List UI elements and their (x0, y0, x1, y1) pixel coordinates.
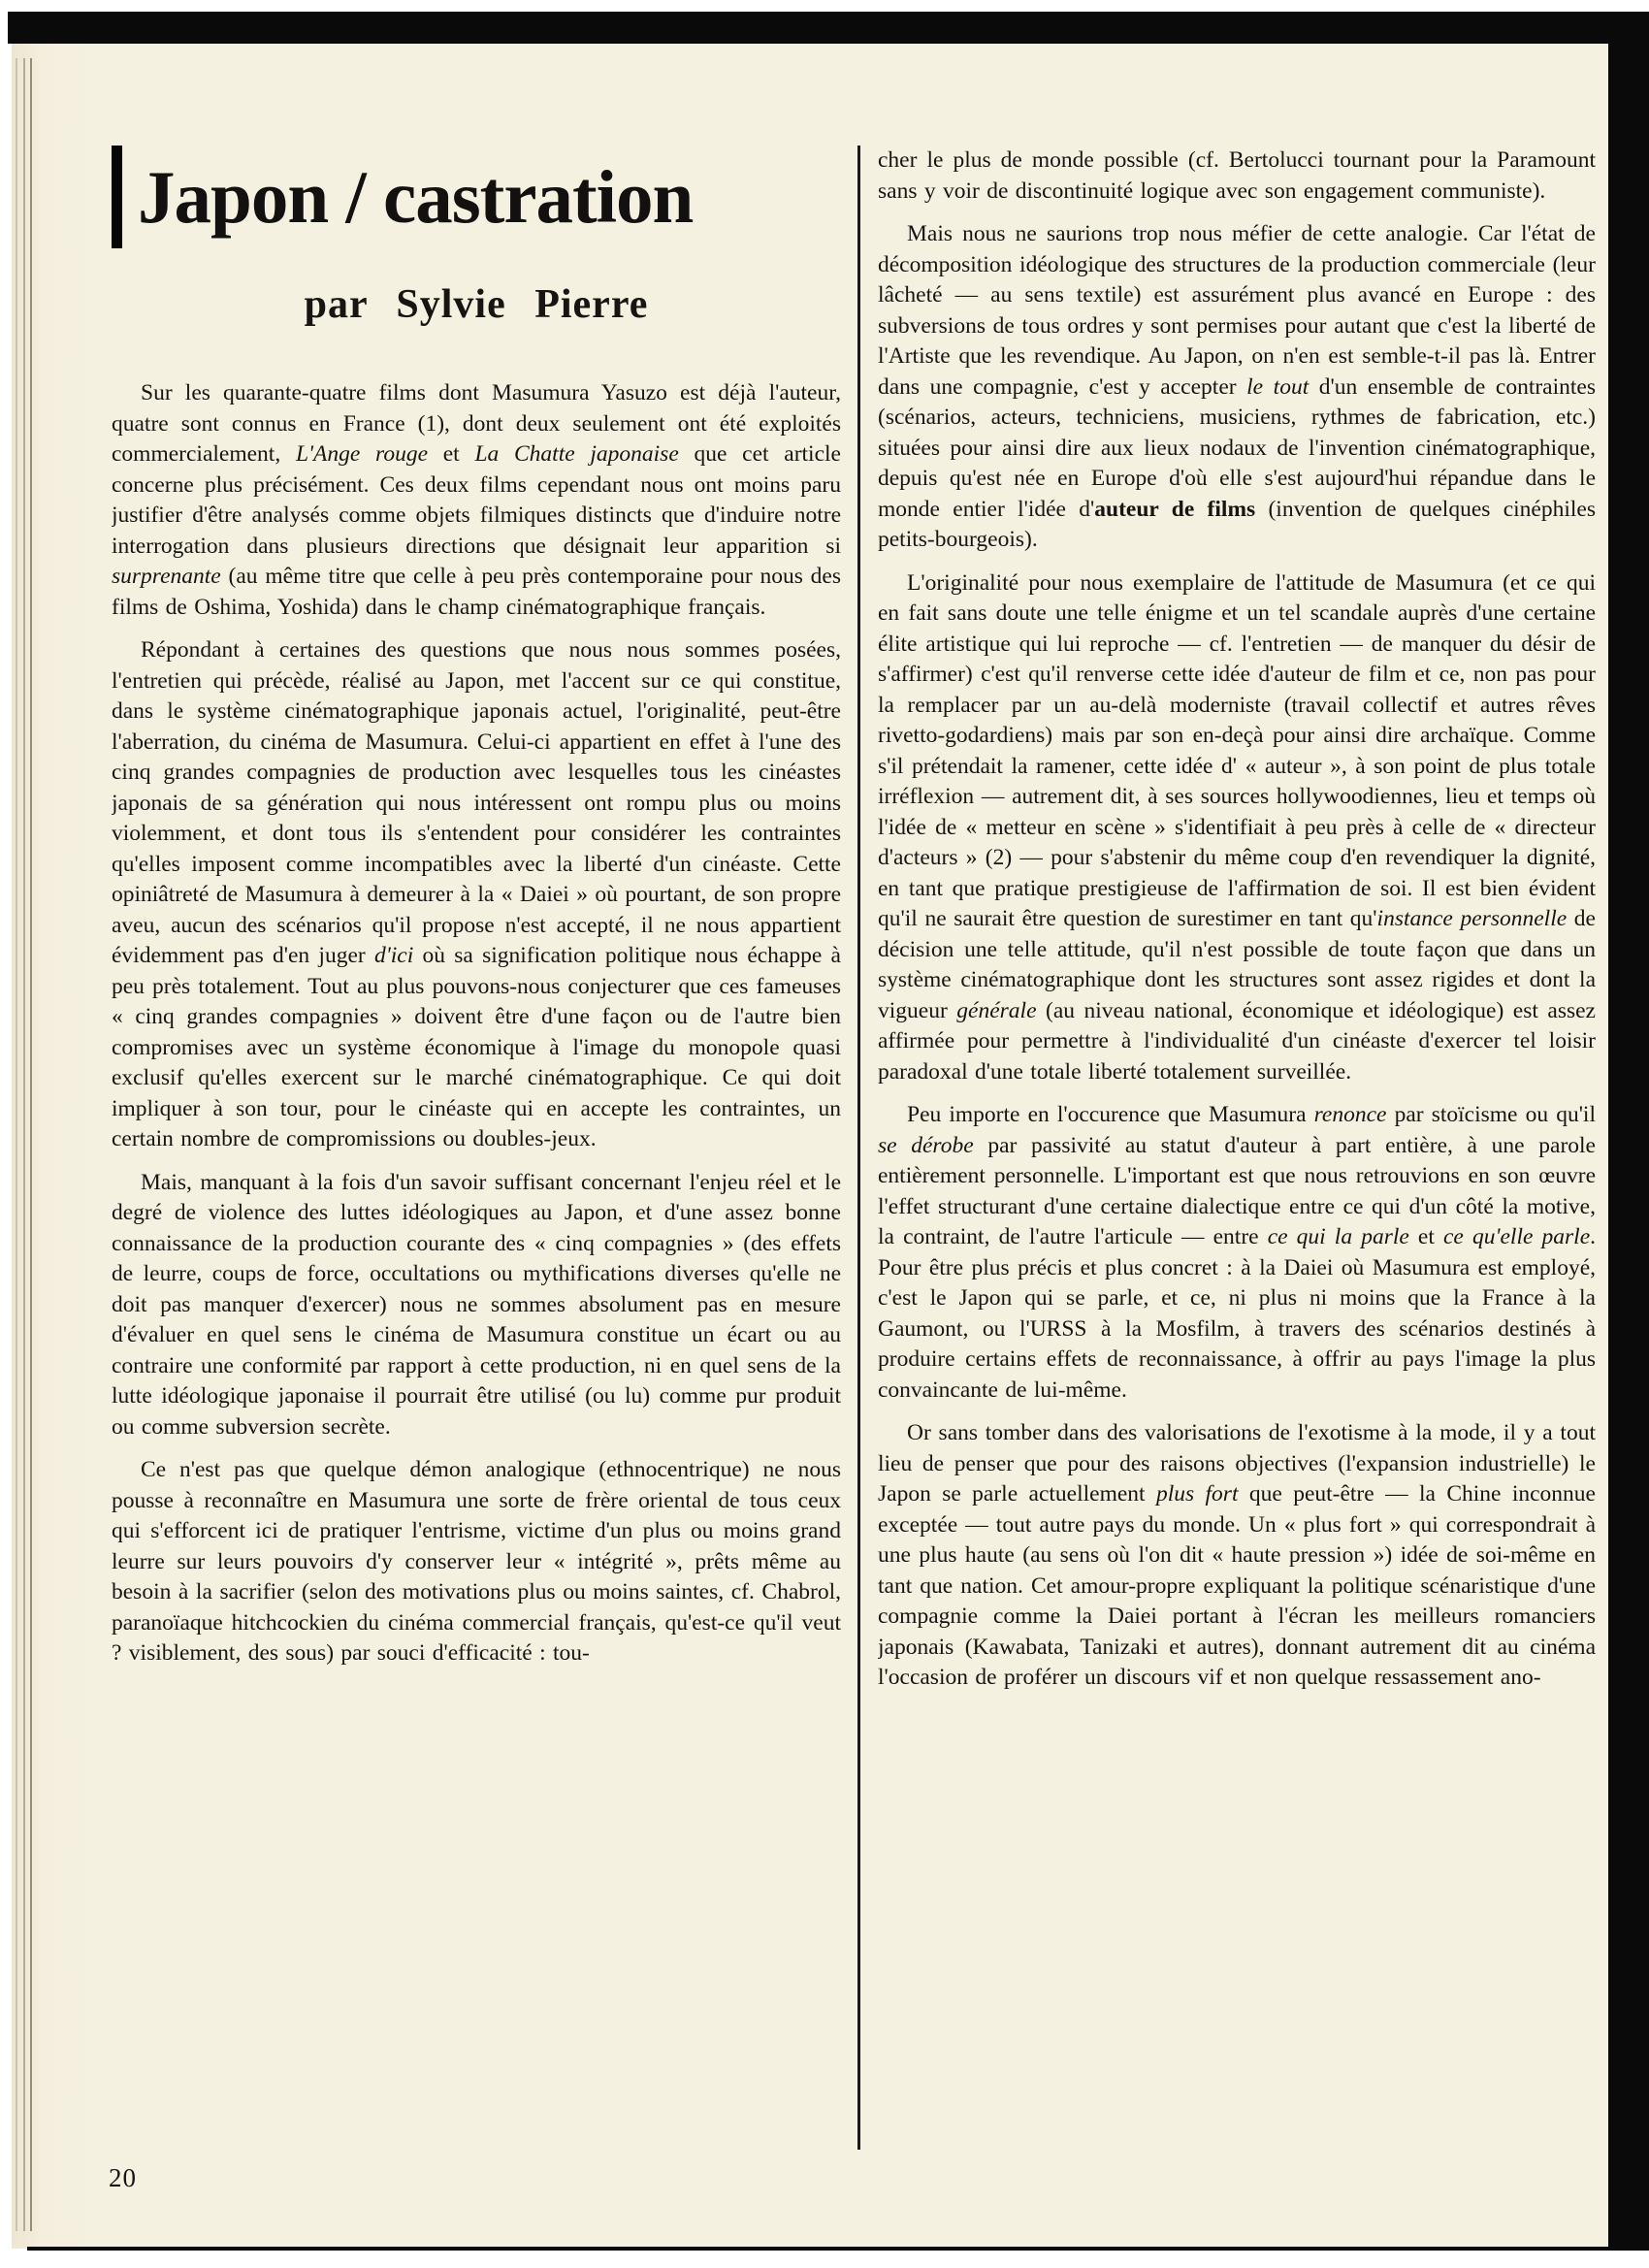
title-rule (112, 146, 122, 248)
paragraph: Peu importe en l'occurence que Masumura renonce par stoïcisme ou qu'il se dérobe par passivité au statut d'auteur à part entière, à une parole entièrement personnelle. L'important est que nous retrouvions en son œuvre l'effet structurant d'une certaine dialectique entre ce qui d'un côté la motive, la contraint, de l'autre l'articule — entre ce qui la parle et ce qu'elle parle. Pour être plus précis et plus concret : à la Daiei où Masumura est employé, c'est le Japon qui se parle, et ce, ni plus ni moins que la France à la Gaumont, ou l'URSS à la Mosfilm, à travers des scénarios destinés à produire certains effets de reconnaissance, à offrir au pays l'image la plus convaincante de lui-même. (878, 1102, 1596, 1403)
scan-frame-bottom (27, 2247, 1649, 2251)
article-content (112, 146, 1596, 2150)
article-byline: par Sylvie Pierre (304, 282, 649, 328)
page-edge-line (23, 58, 25, 2231)
paragraph: L'originalité pour nous exemplaire de l'attitude de Masumura (et ce qui en fait sans doute une telle énigme et un tel scandale auprès d'une certaine élite artistique qui lui reproche — cf. l'entretien — de manquer du désir de s'affirmer) c'est qu'il renverse cette idée d'auteur de film et ce, non pas pour la remplacer par un au-delà moderniste (travail collectif et autres rêves rivetto-godardiens) mais par son en-deçà pour ainsi dire archaïque. Comme s'il prétendait la ramener, cette idée d' « auteur », à son point de plus totale irréflexion — autrement dit, à ses sources hollywoodiennes, lieu et temps où l'idée de « metteur en scène » s'identifiait à peu près à celle de « directeur d'acteurs » (2) — pour s'abstenir du même coup d'en revendiquer la dignité, en tant que pratique prestigieuse de l'affirmation de soi. Il est bien évident qu'il ne saurait être question de surestimer en tant qu'instance personnelle de décision une telle attitude, qu'il n'est possible de toute façon que dans un système cinématographique dont les structures sont assez rigides et dont la vigueur générale (au niveau national, économique et idéologique) est assez affirmée pour permettre à l'individualité d'un cinéaste d'exercer tel loisir paradoxal d'une totale liberté totalement surveillée. (878, 569, 1596, 1085)
article-title: Japon / castration (138, 155, 694, 239)
paragraph: Mais, manquant à la fois d'un savoir suffisant concernant l'enjeu réel et le degré de violence des luttes idéologiques au Japon, et d'une assez bonne connaissance de la production courante des « cinq compagnies » (des effets de leurre, coups de force, occultations ou mythifications diverses qu'elle ne doit pas manquer d'exercer) nous ne sommes absolument pas en mesure d'évaluer en quel sens le cinéma de Masumura constitue un écart ou au contraire une conformité par rapport à cette production, ni en quel sens de la lutte idéologique japonaise il pourrait être utilisé (ou lu) comme pur produit ou comme subversion secrète. (112, 1169, 841, 1440)
right-column (878, 146, 1596, 2150)
article-header (112, 146, 841, 328)
page-edge-line (30, 58, 32, 2231)
page-number: 20 (109, 2163, 137, 2192)
paragraph: cher le plus de monde possible (cf. Bertolucci tournant pour la Paramount sans y voir de discontinuité logique avec son engagement communiste). (878, 147, 1596, 204)
paragraph: Mais nous ne saurions trop nous méfier de cette analogie. Car l'état de décomposition idéologique des structures de la production commerciale (leur lâcheté — au sens textile) est assurément plus avancé en Europe : des subversions de tous ordres y sont permises pour autant que c'est la liberté de l'Artiste que les revendique. Au Japon, on n'en est semble-t-il pas là. Entrer dans une compagnie, c'est y accepter le tout d'un ensemble de contraintes (scénarios, acteurs, techniciens, musiciens, rythmes de fabrication, etc.) situées pour ainsi dire aux lieux nodaux de l'invention cinématographique, depuis qu'est née en Europe d'où elle s'est aujourd'hui répandue dans le monde entier l'idée d'auteur de films (invention de quelques cinéphiles petits-bourgeois). (878, 221, 1596, 552)
paragraph: Ce n'est pas que quelque démon analogique (ethnocentrique) ne nous pousse à reconnaître en Masumura une sorte de frère oriental de tous ceux qui s'efforcent ici de pratiquer l'entrisme, victime d'un plus ou moins grand leurre sur leurs pouvoirs d'y conserver leur « intégrité », prêts même au besoin à la sacrifier (selon des motivations plus ou moins saintes, cf. Chabrol, paranoïaque hitchcockien du cinéma commercial français, qu'est-ce qu'il veut ? visiblement, des sous) par souci d'efficacité : tou- (112, 1457, 841, 1667)
paragraph: Sur les quarante-quatre films dont Masumura Yasuzo est déjà l'auteur, quatre sont connus en France (1), dont deux seulement ont été exploités commercialement, L'Ange rouge et La Chatte japonaise que cet article concerne plus précisément. Ces deux films cependant nous ont moins paru justifier d'être analysés comme objets filmiques distincts que d'induire notre interrogation dans plusieurs directions que désignait leur apparition si surprenante (au même titre que celle à peu près contemporaine pour nous des films de Oshima, Yoshida) dans le champ cinématographique français. (112, 380, 841, 620)
scan-frame-top (8, 12, 1649, 44)
column-divider (857, 146, 860, 2150)
left-column (112, 146, 841, 2150)
scan-frame-right (1608, 12, 1649, 2251)
page-edge-line (16, 58, 17, 2231)
title-row (112, 146, 841, 248)
paragraph: Répondant à certaines des questions que nous nous sommes posées, l'entretien qui précède, réalisé au Japon, met l'accent sur ce qui constitue, dans le système cinématographique japonais actuel, l'originalité, peut-être l'aberration, du cinéma de Masumura. Celui-ci appartient en effet à l'une des cinq grandes compagnies de production avec lesquelles tous les cinéastes japonais de sa génération qui nous intéressent ont rompu plus ou moins violemment, et dont tous ils s'entendent pour considérer les contraintes qu'elles imposent comme incompatibles avec la liberté d'un cinéaste. Cette opiniâtreté de Masumura à demeurer à la « Daiei » où pourtant, de son propre aveu, aucun des scénarios qu'il propose n'est accepté, il ne nous appartient évidemment pas d'en juger d'ici où sa signification politique nous échappe à peu près totalement. Tout au plus pouvons-nous conjecturer que ces fameuses « cinq grandes compagnies » doivent être d'une façon ou de l'autre bien compromises avec un système économique à l'image du monopole quasi exclusif qu'elles exercent sur le marché cinématographique. Ce qui doit impliquer à son tour, pour le cinéaste qui en accepte les contraintes, un certain nombre de compromissions ou doubles-jeux. (112, 637, 841, 1152)
paragraph: Or sans tomber dans des valorisations de l'exotisme à la mode, il y a tout lieu de penser que pour des raisons objectives (l'expansion industrielle) le Japon se parle actuellement plus fort que peut-être — la Chine inconnue exceptée — tout autre pays du monde. Un « plus fort » qui correspondrait à une plus haute (au sens où l'on dit « haute pression ») idée de soi-même en tant que nation. Cet amour-propre expliquant la politique scénaristique d'une compagnie comme la Daiei portant à l'écran les meilleurs romanciers japonais (Kawabata, Tanizaki et autres), donnant autrement dit au cinéma l'occasion de proférer un discours vif et non quelque ressassement ano- (878, 1420, 1596, 1690)
